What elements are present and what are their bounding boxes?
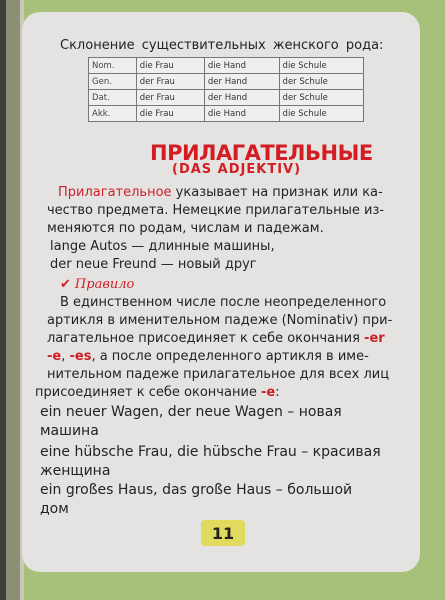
example-line: ein neuer Wagen, der neue Wagen – новая bbox=[40, 404, 342, 420]
table-row bbox=[89, 58, 364, 74]
page-number-box bbox=[201, 520, 245, 546]
table-cell: die Hand bbox=[204, 106, 279, 122]
table-cell: der Schule bbox=[279, 90, 363, 106]
page-number: 11 bbox=[211, 524, 235, 543]
rule-text: , а после определенного артикля в име- bbox=[91, 349, 369, 364]
definition-line: чество предмета. Немецкие прилагательные из- bbox=[47, 203, 385, 218]
rule-line: В единственном числе после неопределенного bbox=[60, 295, 387, 310]
rule-text: присоединяет к себе окончание bbox=[35, 385, 262, 400]
table-cell: der Schule bbox=[279, 74, 363, 90]
definition-term: Прилагательное bbox=[58, 185, 172, 200]
check-icon: ✔ bbox=[60, 277, 71, 292]
example-line: ein großes Haus, das große Haus – большой bbox=[40, 482, 353, 498]
case-cell: Gen. bbox=[89, 74, 137, 90]
rule-colon: : bbox=[275, 385, 280, 400]
definition-line bbox=[58, 185, 383, 200]
table-cell: der Hand bbox=[204, 90, 279, 106]
table-cell: der Hand bbox=[204, 74, 279, 90]
definition-text: указывает на признак или ка- bbox=[171, 185, 383, 200]
example-line: машина bbox=[40, 423, 99, 439]
example-line: женщина bbox=[40, 463, 111, 479]
rule-line bbox=[47, 331, 385, 346]
intro-example: lange Autos — длинные машины, bbox=[50, 239, 275, 254]
table-cell: die Schule bbox=[279, 58, 363, 74]
ending-e: -e bbox=[47, 349, 62, 364]
rule-line bbox=[35, 385, 280, 400]
table-cell: die Frau bbox=[136, 58, 204, 74]
previous-page-edge bbox=[6, 0, 20, 600]
table-caption: Склонение существительных женского рода: bbox=[60, 38, 384, 53]
rule-line bbox=[47, 349, 369, 364]
table-cell: der Frau bbox=[136, 74, 204, 90]
case-cell: Akk. bbox=[89, 106, 137, 122]
table-cell: der Frau bbox=[136, 90, 204, 106]
ending-es: -es bbox=[69, 349, 92, 364]
section-title: ПРИЛАГАТЕЛЬНЫЕ bbox=[150, 141, 373, 165]
rule-line: нительном падеже прилагательное для всех лиц bbox=[47, 367, 390, 382]
table-row bbox=[89, 106, 364, 122]
table-row bbox=[89, 74, 364, 90]
rule-text: лагательное присоединяет к себе окончания bbox=[47, 331, 365, 346]
definition-line: меняются по родам, числам и падежам. bbox=[47, 221, 324, 236]
intro-example: der neue Freund — новый друг bbox=[50, 257, 257, 272]
rule-separator: , bbox=[61, 349, 70, 364]
table-cell: die Hand bbox=[204, 58, 279, 74]
section-subtitle: (DAS ADJEKTIV) bbox=[172, 162, 302, 177]
table-cell: die Schule bbox=[279, 106, 363, 122]
example-line: eine hübsche Frau, die hübsche Frau – красивая bbox=[40, 444, 381, 460]
case-cell: Nom. bbox=[89, 58, 137, 74]
table-cell: die Frau bbox=[136, 106, 204, 122]
ending-e-final: -e bbox=[261, 385, 276, 400]
declension-table bbox=[88, 57, 364, 122]
example-line: дом bbox=[40, 501, 69, 517]
rule-heading-text: Правило bbox=[74, 277, 135, 292]
ending-er: -er bbox=[364, 331, 385, 346]
case-cell: Dat. bbox=[89, 90, 137, 106]
rule-heading bbox=[60, 277, 134, 292]
table-row bbox=[89, 90, 364, 106]
rule-line: артикля в именительном падеже (Nominativ) при- bbox=[47, 313, 393, 328]
